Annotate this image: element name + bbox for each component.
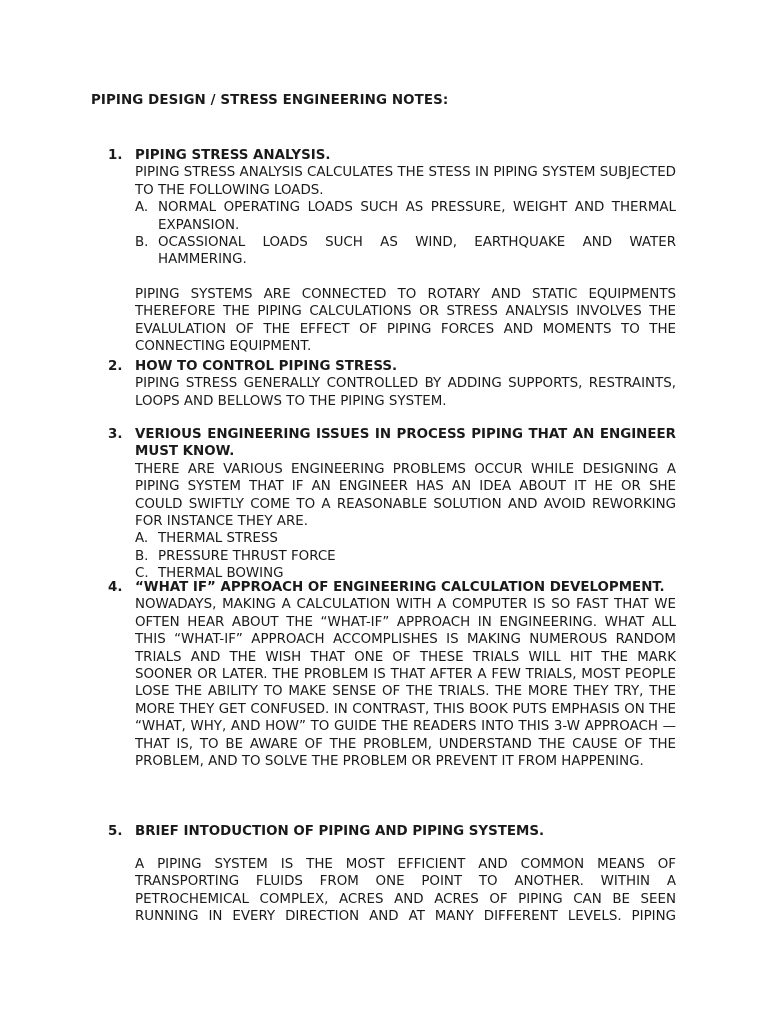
section-number: 3. (108, 427, 123, 442)
list-item-text: THERMAL BOWING (158, 566, 284, 582)
section-paragraph: PIPING STRESS ANALYSIS CALCULATES THE STESS IN PIPING SYSTEM SUBJECTED TO THE FOLLOWING LOADS. (135, 165, 676, 198)
list-item-text: THERMAL STRESS (158, 531, 278, 547)
section-heading (108, 147, 676, 164)
section-number: 1. (108, 148, 123, 163)
section-heading (108, 579, 676, 596)
section-3 (108, 426, 676, 583)
section-heading-text: BRIEF INTODUCTION OF PIPING AND PIPING SYSTEMS. (135, 824, 545, 839)
list-item (135, 234, 676, 269)
section-1 (108, 147, 676, 355)
section-heading-text: “WHAT IF” APPROACH OF ENGINEERING CALCULATION DEVELOPMENT. (135, 580, 665, 595)
section-5 (108, 823, 676, 840)
section-paragraph: PIPING STRESS GENERALLY CONTROLLED BY ADDING SUPPORTS, RESTRAINTS, LOOPS AND BELLOWS TO THE PIPING SYSTEM. (135, 376, 676, 409)
list-item-letter: B. (135, 548, 149, 564)
section-number: 2. (108, 359, 123, 374)
list-item-letter: A. (135, 531, 149, 547)
list-item (135, 530, 676, 547)
section-number: 5. (108, 824, 123, 839)
section-heading-text: PIPING STRESS ANALYSIS. (135, 148, 331, 163)
section-paragraph: PIPING SYSTEMS ARE CONNECTED TO ROTARY AND STATIC EQUIPMENTS THEREFORE THE PIPING CALCULATIONS OR STRESS ANALYSIS INVOLVES THE EVALULATION OF THE EFFECT OF PIPING FORCES AND MOMENTS TO THE CONNECTING EQUIPMENT. (135, 286, 676, 355)
list-item-text: OCASSIONAL LOADS SUCH AS WIND, EARTHQUAKE AND WATER HAMMERING. (158, 235, 676, 268)
section-4 (108, 579, 676, 770)
section-2 (108, 358, 676, 410)
section-paragraph: NOWADAYS, MAKING A CALCULATION WITH A COMPUTER IS SO FAST THAT WE OFTEN HEAR ABOUT THE “WHAT-IF” APPROACH IN ENGINEERING. WHAT ALL THIS “WHAT-IF” APPROACH ACCOMPLISHES IS MAKING NUMEROUS RANDOM TRIALS AND THE WISH THAT ONE OF THESE TRIALS WILL HIT THE MARK SOONER OR LATER. THE PROBLEM IS THAT AFTER A FEW TRIALS, MOST PEOPLE LOSE THE ABILITY TO MAKE SENSE OF THE TRIALS. THE MORE THEY TRY, THE MORE THEY GET CONFUSED. IN CONTRAST, THIS BOOK PUTS EMPHASIS ON THE “WHAT, WHY, AND HOW” TO GUIDE THE READERS INTO THIS 3-W APPROACH — THAT IS, TO BE AWARE OF THE PROBLEM, UNDERSTAND THE CAUSE OF THE PROBLEM, AND TO SOLVE THE PROBLEM OR PREVENT IT FROM HAPPENING. (135, 597, 676, 770)
section-heading-text: HOW TO CONTROL PIPING STRESS. (135, 359, 398, 374)
list-item-letter: B. (135, 235, 149, 251)
section-paragraph: THERE ARE VARIOUS ENGINEERING PROBLEMS OCCUR WHILE DESIGNING A PIPING SYSTEM THAT IF AN ENGINEER HAS AN IDEA ABOUT IT HE OR SHE COULD SWIFTLY COME TO A REASONABLE SOLUTION AND AVOID REWORKING FOR INSTANCE THEY ARE. (135, 461, 676, 530)
list-item-text: NORMAL OPERATING LOADS SUCH AS PRESSURE, WEIGHT AND THERMAL EXPANSION. (158, 200, 676, 233)
section-heading (108, 823, 676, 840)
section-number: 4. (108, 580, 123, 595)
list-item-letter: A. (135, 200, 149, 216)
section-heading-text: VERIOUS ENGINEERING ISSUES IN PROCESS PIPING THAT AN ENGINEER MUST KNOW. (135, 427, 676, 460)
list-item (135, 548, 676, 565)
document-title: PIPING DESIGN / STRESS ENGINEERING NOTES: (91, 93, 449, 108)
section-heading (108, 426, 676, 461)
list-item-letter: C. (135, 566, 149, 582)
section-paragraph: A PIPING SYSTEM IS THE MOST EFFICIENT AND COMMON MEANS OF TRANSPORTING FLUIDS FROM ONE POINT TO ANOTHER. WITHIN A PETROCHEMICAL COMPLEX, ACRES AND ACRES OF PIPING CAN BE SEEN RUNNING IN EVERY DIRECTION AND AT MANY DIFFERENT LEVELS. PIPING (135, 857, 676, 925)
list-item (135, 199, 676, 234)
section-5-body (108, 856, 676, 928)
list-item-text: PRESSURE THRUST FORCE (158, 548, 336, 564)
section-heading (108, 358, 676, 375)
